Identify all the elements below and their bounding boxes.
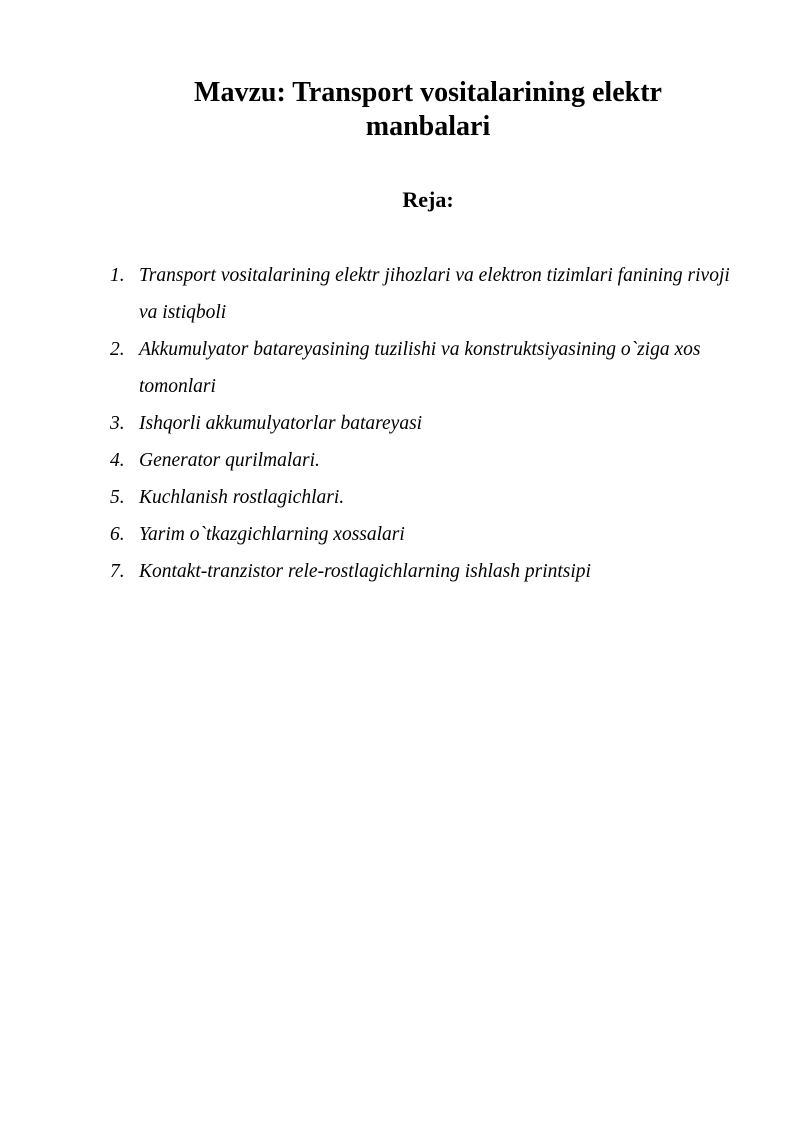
plan-item-text: Kuchlanish rostlagichlari. bbox=[139, 487, 345, 508]
plan-item-number: 4. bbox=[110, 450, 125, 471]
plan-item-3 bbox=[110, 405, 750, 442]
plan-item-number: 5. bbox=[110, 487, 125, 508]
plan-item-text: Generator qurilmalari. bbox=[139, 450, 320, 471]
plan-item-text: Akkumulyator batareyasining tuzilishi va konstruktsiyasining o`ziga xos tomonlari bbox=[139, 339, 701, 397]
plan-item-number: 3. bbox=[110, 413, 125, 434]
plan-item-number: 1. bbox=[110, 265, 125, 286]
plan-item-number: 7. bbox=[110, 561, 125, 582]
plan-item-text: Ishqorli akkumulyatorlar batareyasi bbox=[139, 413, 423, 434]
plan-item-6 bbox=[110, 516, 750, 553]
plan-item-text: Yarim o`tkazgichlarning xossalari bbox=[139, 524, 405, 545]
page-title: Mavzu: Transport vositalarining elektr manbalari bbox=[194, 77, 662, 142]
plan-item-text: Transport vositalarining elektr jihozlari va elektron tizimlari fanining rivoji va istiqboli bbox=[139, 265, 730, 323]
plan-item-text: Kontakt-tranzistor rele-rostlagichlarning ishlash printsipi bbox=[139, 561, 591, 582]
plan-heading: Reja: bbox=[402, 187, 454, 212]
plan-item-7 bbox=[110, 553, 750, 590]
plan-item-2 bbox=[110, 331, 750, 405]
plan-item-number: 2. bbox=[110, 339, 125, 360]
plan-item-number: 6. bbox=[110, 524, 125, 545]
plan-item-1 bbox=[110, 257, 750, 331]
plan-item-4 bbox=[110, 442, 750, 479]
plan-list bbox=[110, 257, 750, 590]
plan-item-5 bbox=[110, 479, 750, 516]
